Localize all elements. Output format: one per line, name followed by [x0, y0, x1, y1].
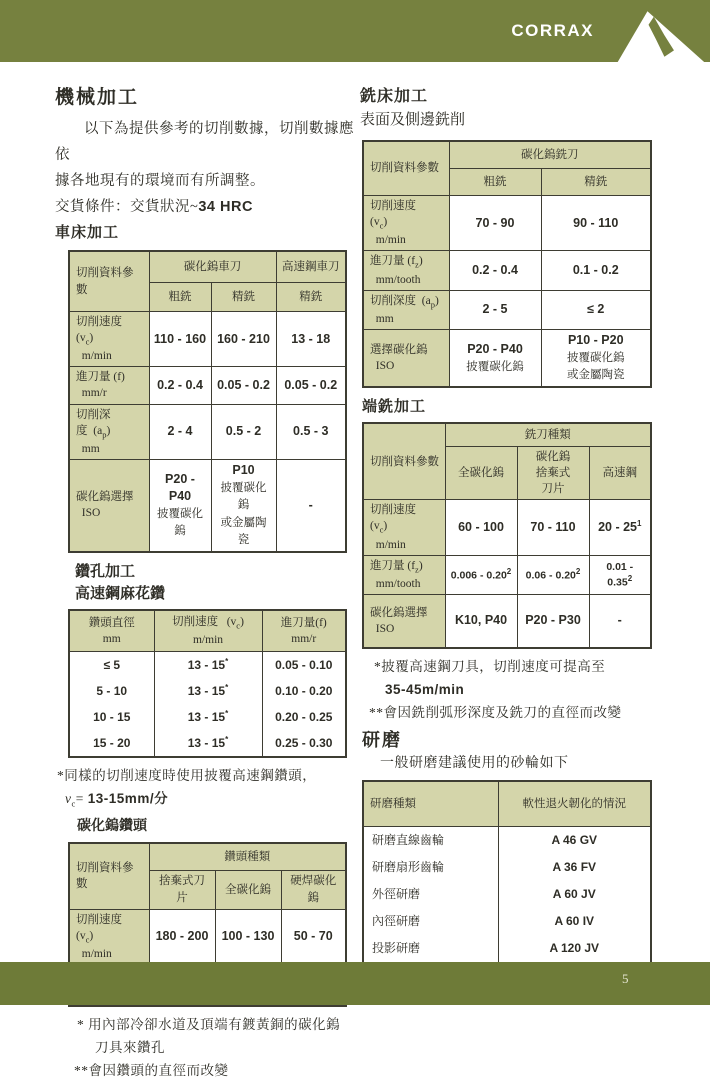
- table-row: [363, 500, 651, 555]
- table-row: [69, 909, 346, 964]
- value-cell: A 46 GV: [498, 826, 651, 854]
- table-row: [69, 651, 346, 678]
- value-cell: A 120 JV: [498, 935, 651, 963]
- footnote: **會因銑削弧形深度及銑刀的直徑而改變: [369, 704, 622, 720]
- value-cell: K10, P40: [445, 594, 517, 648]
- face-mill-table: [362, 140, 652, 388]
- value-cell: 70 - 90: [449, 196, 541, 251]
- value-cell: 180 - 200: [149, 909, 215, 964]
- value-cell: -: [589, 594, 651, 648]
- subsection-title-end-milling: 端銑加工: [362, 398, 427, 415]
- header-cell: 軟性退火韌化的情況: [498, 781, 651, 827]
- section-title-grinding: 研磨: [362, 729, 402, 750]
- value-cell: 0.05 - 0.2: [276, 367, 346, 404]
- value-cell: -: [276, 459, 346, 551]
- footer-bar: [0, 962, 710, 1005]
- label-cell: 內徑研磨: [363, 908, 498, 935]
- value-cell: 100 - 130: [215, 909, 281, 964]
- footnote: 35-45m/min: [385, 681, 465, 697]
- value-cell: 0.20 - 0.25: [262, 704, 346, 730]
- table-row: [69, 367, 346, 404]
- param-header-cell: 切削資料參數: [69, 251, 149, 312]
- value-cell: 0.006 - 0.20$^2$: [445, 555, 517, 594]
- value-cell: 70 - 110: [517, 500, 589, 555]
- table-header-row: [69, 251, 346, 283]
- table-header-row: [363, 141, 651, 169]
- table-header-row: [69, 843, 346, 871]
- value-cell: $20 - 25^1$: [589, 500, 651, 555]
- subsection-title-hss-drill: 高速鋼麻花鑽: [75, 585, 166, 602]
- table-row: [363, 594, 651, 648]
- table-row: [363, 555, 651, 594]
- subheader-cell: 全碳化鎢: [445, 446, 517, 499]
- value-cell: P10 披覆碳化鎢 或金屬陶瓷: [211, 459, 276, 551]
- param-cell: 進刀量 (f) mm/r: [69, 367, 149, 404]
- left-column: [55, 86, 357, 1082]
- subsection-title-turning: 車床加工: [55, 225, 120, 241]
- table-row: [363, 329, 651, 387]
- table-row: [363, 196, 651, 251]
- header-cell: 鑽頭直徑 mm: [69, 610, 154, 652]
- value-cell: A 60 JV: [498, 881, 651, 908]
- footnote-formula: $v_c= 13-15mm/$分: [65, 790, 169, 809]
- value-cell: 0.10 - 0.20: [262, 678, 346, 704]
- grinding-intro: 一般研磨建議使用的砂輪如下: [380, 755, 569, 771]
- group-header-cell: 碳化鎢車刀: [149, 251, 276, 283]
- value-cell: 10 - 15: [69, 704, 154, 730]
- value-cell: 0.2 - 0.4: [449, 251, 541, 290]
- value-cell: 0.5 - 3: [276, 404, 346, 459]
- subheader-cell: 精銑: [541, 169, 651, 196]
- value-cell: 13 - 15*: [154, 678, 262, 704]
- footnote: 刀具來鑽孔: [95, 1039, 165, 1055]
- subheader-cell: 硬焊碳化鎢: [281, 870, 346, 909]
- delivery-condition: 交貨條件：交貨狀況~34 HRC: [55, 199, 253, 215]
- value-cell: 0.5 - 2: [211, 404, 276, 459]
- label-cell: 投影研磨: [363, 935, 498, 963]
- mountain-logo-icon: [604, 0, 710, 80]
- value-cell: 13 - 15*: [154, 704, 262, 730]
- subsection-title-drilling: 鑽孔加工: [75, 563, 136, 580]
- param-cell: 切削速度 $(v_c)$ m/min: [363, 500, 445, 555]
- value-cell: 13 - 18: [276, 312, 346, 367]
- subheader-cell: 粗銑: [149, 283, 211, 312]
- param-cell: 進刀量 $(f_z)$ mm/tooth: [363, 555, 445, 594]
- value-cell: 13 - 15*: [154, 651, 262, 678]
- header-cell: 進刀量(f) mm/r: [262, 610, 346, 652]
- value-cell: 0.2 - 0.4: [149, 367, 211, 404]
- table-row: [363, 290, 651, 329]
- value-cell: 0.25 - 0.30: [262, 730, 346, 757]
- value-cell: 0.05 - 0.2: [211, 367, 276, 404]
- param-cell: 碳化鎢選擇 ISO: [363, 594, 445, 648]
- table-header-row: [69, 610, 346, 652]
- value-cell: P20 - P30: [517, 594, 589, 648]
- value-cell: 0.06 - 0.20$^2$: [517, 555, 589, 594]
- hss-drill-table: [68, 609, 347, 758]
- value-cell: ≤ 2: [541, 290, 651, 329]
- param-cell: 進刀量 $(f_z)$ mm/tooth: [363, 251, 449, 290]
- param-cell: 選擇碳化鎢 ISO: [363, 329, 449, 387]
- table-header-row: [363, 781, 651, 827]
- table-row: [69, 678, 346, 704]
- footnote: *披覆高速鋼刀具，切削速度可提高至: [374, 658, 606, 674]
- value-cell: A 60 IV: [498, 908, 651, 935]
- subheader-cell: 高速鋼: [589, 446, 651, 499]
- table-row: [69, 404, 346, 459]
- param-cell: 切削速度 $(v_c)$ m/min: [363, 196, 449, 251]
- footnote: *同樣的切削速度時使用披覆高速鋼鑽頭，: [57, 767, 317, 783]
- value-cell: A 36 FV: [498, 854, 651, 881]
- label-cell: 研磨直線齒輪: [363, 826, 498, 854]
- subheader-cell: 碳化鎢 捨棄式 刀片: [517, 446, 589, 499]
- group-header-cell: 碳化鎢銑刀: [449, 141, 651, 169]
- subheader-cell: 精銑: [211, 283, 276, 312]
- value-cell: 0.05 - 0.10: [262, 651, 346, 678]
- right-column: [360, 86, 656, 964]
- value-cell: 90 - 110: [541, 196, 651, 251]
- group-header-cell: 鑽頭種類: [149, 843, 346, 871]
- value-cell: 2 - 4: [149, 404, 211, 459]
- param-header-cell: 切削資料參數: [69, 843, 149, 910]
- turning-table: [68, 250, 347, 553]
- value-cell: 0.01 - 0.35$^2$: [589, 555, 651, 594]
- table-header-row: [363, 423, 651, 447]
- value-cell: 15 - 20: [69, 730, 154, 757]
- group-header-cell: 銑刀種類: [445, 423, 651, 447]
- footnote: * 用內部冷卻水道及頂端有鍍黃銅的碳化鎢: [77, 1016, 341, 1032]
- value-cell: ≤ 5: [69, 651, 154, 678]
- subheader-cell: 粗銑: [449, 169, 541, 196]
- end-mill-table: [362, 422, 652, 649]
- value-cell: P10 - P20 披覆碳化鎢 或金屬陶瓷: [541, 329, 651, 387]
- param-cell: 碳化鎢選擇 ISO: [69, 459, 149, 551]
- subheader-cell: 全碳化鎢: [215, 870, 281, 909]
- group-header-cell: 高速鋼車刀: [276, 251, 346, 283]
- value-cell: 5 - 10: [69, 678, 154, 704]
- value-cell: 60 - 100: [445, 500, 517, 555]
- subheader-cell: 捨棄式刀片: [149, 870, 215, 909]
- subsection-title-face-milling: 表面及側邊銑削: [360, 112, 466, 128]
- brand-wordmark: CORRAX: [511, 21, 594, 40]
- param-cell: 切削速度 $(v_c)$ m/min: [69, 312, 149, 367]
- grinding-table: [362, 780, 652, 964]
- table-row: [363, 826, 651, 854]
- value-cell: 0.1 - 0.2: [541, 251, 651, 290]
- subsection-title-carbide-drill: 碳化鎢鑽頭: [77, 818, 147, 834]
- table-row: [69, 704, 346, 730]
- param-header-cell: 切削資料參數: [363, 141, 449, 196]
- value-cell: 110 - 160: [149, 312, 211, 367]
- table-row: [363, 881, 651, 908]
- section-title-milling: 銑床加工: [360, 88, 429, 105]
- param-cell: 切削深度 $(a_p)$ mm: [69, 404, 149, 459]
- header-cell: 研磨種類: [363, 781, 498, 827]
- table-row: [363, 854, 651, 881]
- table-row: [363, 935, 651, 963]
- label-cell: 研磨扇形齒輪: [363, 854, 498, 881]
- intro-line-2: 據各地現有的環境而有所調整。: [55, 173, 265, 189]
- param-cell: 切削深度 $(a_p)$ mm: [363, 290, 449, 329]
- intro-line-1: 以下為提供參考的切削數據，切削數據應依: [55, 121, 354, 163]
- header-cell: 切削速度 $(v_c)$ m/min: [154, 610, 262, 652]
- value-cell: 13 - 15*: [154, 730, 262, 757]
- subheader-cell: 精銑: [276, 283, 346, 312]
- value-cell: P20 - P40 披覆碳化鎢: [149, 459, 211, 551]
- value-cell: 160 - 210: [211, 312, 276, 367]
- table-row: [69, 312, 346, 367]
- table-row: [363, 908, 651, 935]
- label-cell: 外徑研磨: [363, 881, 498, 908]
- footnote: **會因鑽頭的直徑而改變: [74, 1062, 229, 1078]
- value-cell: P20 - P40 披覆碳化鎢: [449, 329, 541, 387]
- page-number: 5: [622, 971, 629, 986]
- value-cell: 2 - 5: [449, 290, 541, 329]
- value-cell: 50 - 70: [281, 909, 346, 964]
- table-row: [69, 459, 346, 551]
- section-title-machining: 機械加工: [55, 87, 140, 108]
- param-cell: 切削速度 $(v_c)$ m/min: [69, 909, 149, 964]
- table-row: [363, 251, 651, 290]
- table-row: [69, 730, 346, 757]
- param-header-cell: 切削資料參數: [363, 423, 445, 500]
